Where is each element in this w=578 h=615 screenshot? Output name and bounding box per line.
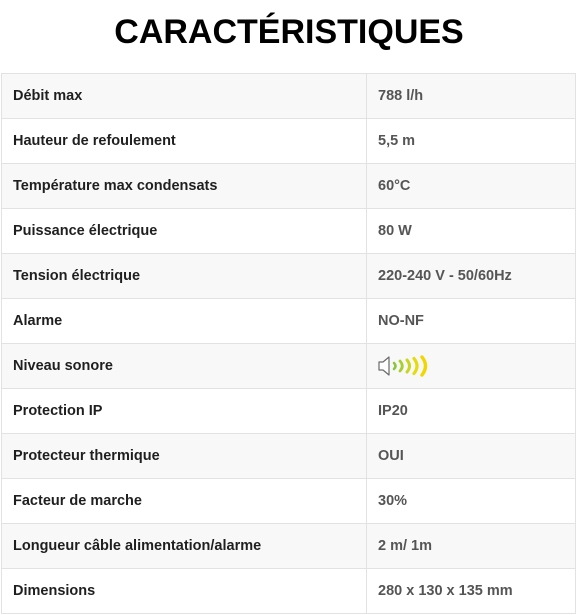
spec-value: 5,5 m	[367, 119, 576, 164]
sound-wave-2	[400, 361, 402, 371]
spec-label: Température max condensats	[2, 164, 367, 209]
table-row	[2, 389, 576, 434]
spec-label: Niveau sonore	[2, 344, 367, 389]
spec-label: Puissance électrique	[2, 209, 367, 254]
spec-value: 280 x 130 x 135 mm	[367, 569, 576, 614]
table-row	[2, 479, 576, 524]
table-row	[2, 254, 576, 299]
specifications-table	[1, 73, 576, 614]
spec-label: Facteur de marche	[2, 479, 367, 524]
spec-value: OUI	[367, 434, 576, 479]
spec-value: 220-240 V - 50/60Hz	[367, 254, 576, 299]
spec-value: 60°C	[367, 164, 576, 209]
table-row	[2, 119, 576, 164]
sound-wave-3	[407, 360, 410, 372]
sound-wave-1	[394, 363, 396, 369]
spec-value: 2 m/ 1m	[367, 524, 576, 569]
table-row	[2, 299, 576, 344]
spec-value-sound	[367, 344, 576, 389]
spec-value: 788 l/h	[367, 74, 576, 119]
sound-wave-5	[422, 357, 426, 375]
spec-value: 30%	[367, 479, 576, 524]
table-row	[2, 164, 576, 209]
spec-value: IP20	[367, 389, 576, 434]
speaker-icon	[379, 357, 389, 375]
table-row	[2, 209, 576, 254]
table-row	[2, 344, 576, 389]
spec-label: Longueur câble alimentation/alarme	[2, 524, 367, 569]
table-row	[2, 524, 576, 569]
spec-value: 80 W	[367, 209, 576, 254]
spec-label: Tension électrique	[2, 254, 367, 299]
table-row	[2, 569, 576, 614]
sound-level-icon	[378, 354, 444, 378]
table-row	[2, 74, 576, 119]
spec-label: Dimensions	[2, 569, 367, 614]
table-row	[2, 434, 576, 479]
page-title: CARACTÉRISTIQUES	[114, 13, 464, 51]
spec-label: Hauteur de refoulement	[2, 119, 367, 164]
spec-label: Débit max	[2, 74, 367, 119]
spec-label: Protection IP	[2, 389, 367, 434]
spec-label: Protecteur thermique	[2, 434, 367, 479]
sound-wave-4	[414, 359, 417, 374]
spec-value: NO-NF	[367, 299, 576, 344]
spec-label: Alarme	[2, 299, 367, 344]
